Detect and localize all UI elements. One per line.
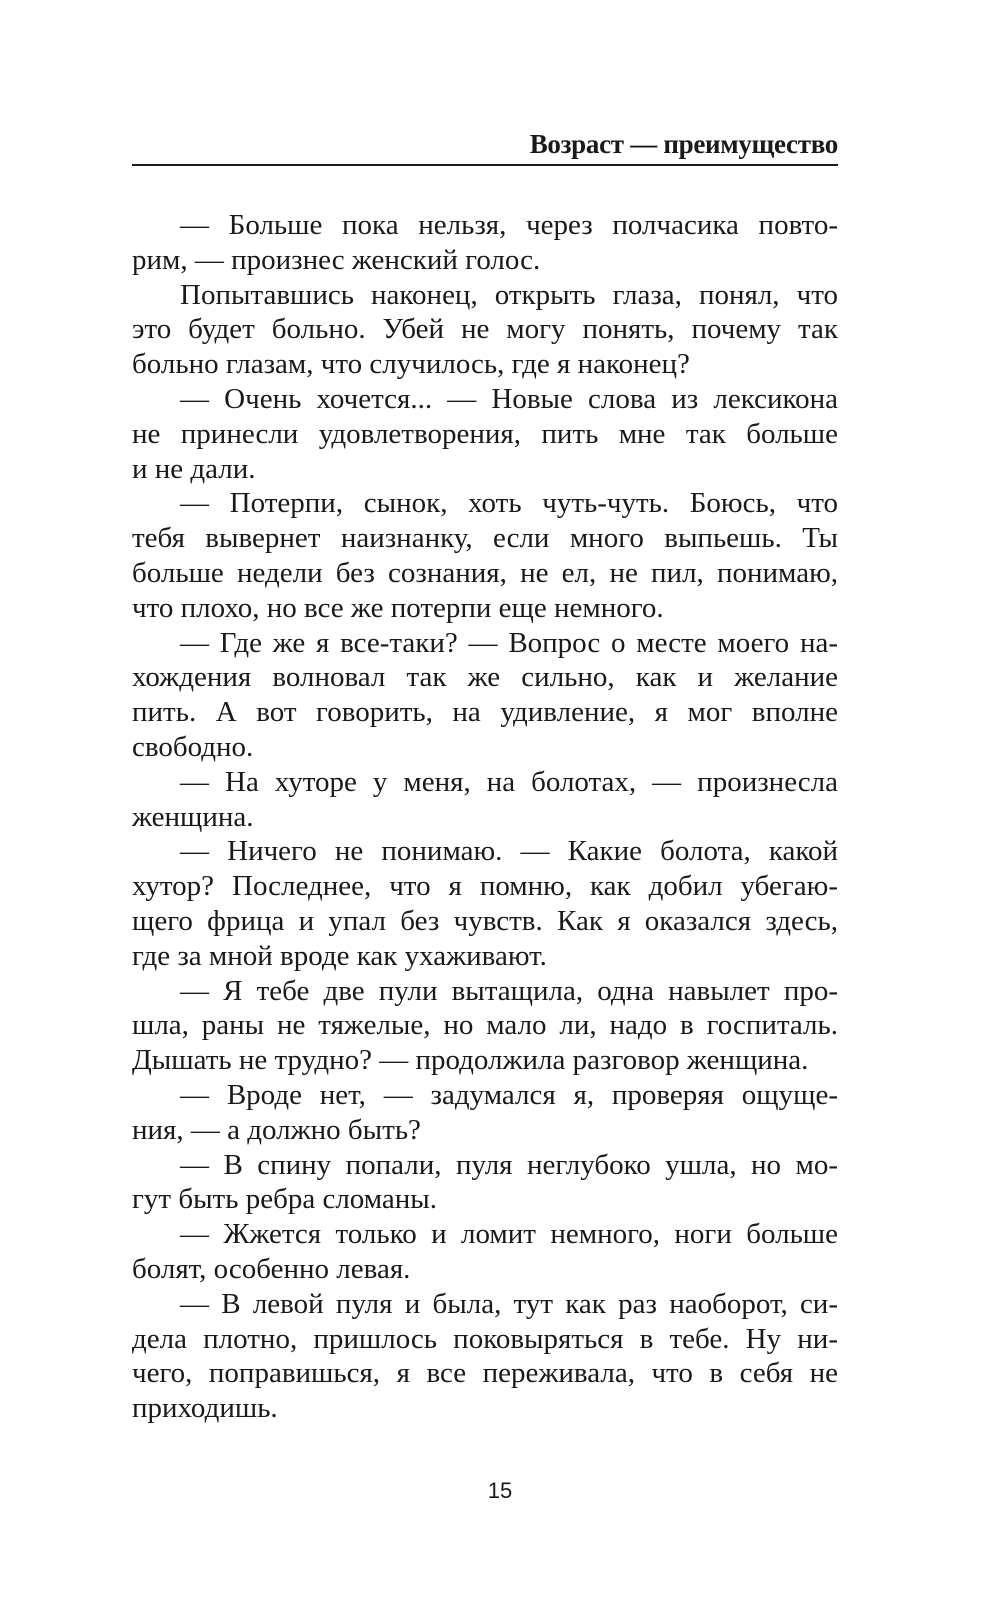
running-head-title: Возраст — преимущество (529, 129, 838, 159)
text-line: — Больше пока нельзя, через полчасика повто- (180, 209, 838, 241)
text-line: чего, поправишься, я все переживала, что в себя не (132, 1357, 838, 1390)
text-line: дела плотно, пришлось поковыряться в тебе. Ну ни- (132, 1322, 838, 1355)
text-line: болят, особенно левая. (132, 1252, 411, 1285)
text-line: — Потерпи, сынок, хоть чуть-чуть. Боюсь, что (180, 487, 838, 520)
text-line: — В левой пуля и была, тут как раз наоборот, си- (180, 1287, 838, 1320)
text-line: хождения волновал так же сильно, как и желание (132, 661, 838, 694)
text-line: — Я тебе две пули вытащила, одна навылет про- (180, 974, 838, 1007)
text-line: шла, раны не тяжелые, но мало ли, надо в госпиталь. (132, 1009, 838, 1042)
page-number: 15 (487, 1478, 513, 1503)
text-line: — Где же я все-таки? — Вопрос о месте моего на- (180, 626, 838, 659)
text-line: приходишь. (132, 1392, 278, 1425)
text-line: рим, — произнес женский голос. (132, 243, 541, 276)
text-line: хутор? Последнее, что я помню, как добил убегаю- (132, 870, 838, 903)
text-line: женщина. (132, 800, 254, 833)
text-line: свободно. (132, 730, 254, 763)
text-line: Попытавшись наконец, открыть глаза, понял, что (180, 278, 838, 311)
text-line: ния, — а должно быть? (132, 1113, 421, 1146)
text-line: пить. А вот говорить, на удивление, я мог вполне (132, 696, 838, 729)
text-line: больше недели без сознания, не ел, не пил, понимаю, (132, 556, 838, 589)
running-head (132, 128, 838, 166)
text-line: — Ничего не понимаю. — Какие болота, какой (180, 835, 838, 868)
text-line: — На хуторе у меня, на болотах, — произнесла (180, 765, 838, 798)
text-line: это будет больно. Убей не могу понять, почему так (132, 313, 838, 346)
text-line: Дышать не трудно? — продолжила разговор женщина. (132, 1044, 809, 1077)
text-line: — Очень хочется... — Новые слова из лексикона (180, 382, 838, 415)
text-line: — Жжется только и ломит немного, ноги больше (180, 1218, 838, 1251)
text-line: и не дали. (132, 452, 256, 485)
text-line: тебя вывернет наизнанку, если много выпьешь. Ты (132, 522, 838, 555)
text-line: — В спину попали, пуля неглубоко ушла, но мо- (180, 1148, 838, 1181)
text-line: щего фрица и упал без чувств. Как я оказался здесь, (132, 904, 838, 937)
text-line: что плохо, но все же потерпи еще немного. (132, 591, 664, 624)
text-line: где за мной вроде как ухаживают. (132, 939, 547, 972)
body-text (132, 208, 838, 1426)
text-line: больно глазам, что случилось, где я наконец? (132, 348, 690, 381)
text-line: — Вроде нет, — задумался я, проверяя ощуще- (180, 1078, 838, 1111)
text-line: не принесли удовлетворения, пить мне так больше (132, 417, 838, 450)
text-line: гут быть ребра сломаны. (132, 1183, 438, 1216)
